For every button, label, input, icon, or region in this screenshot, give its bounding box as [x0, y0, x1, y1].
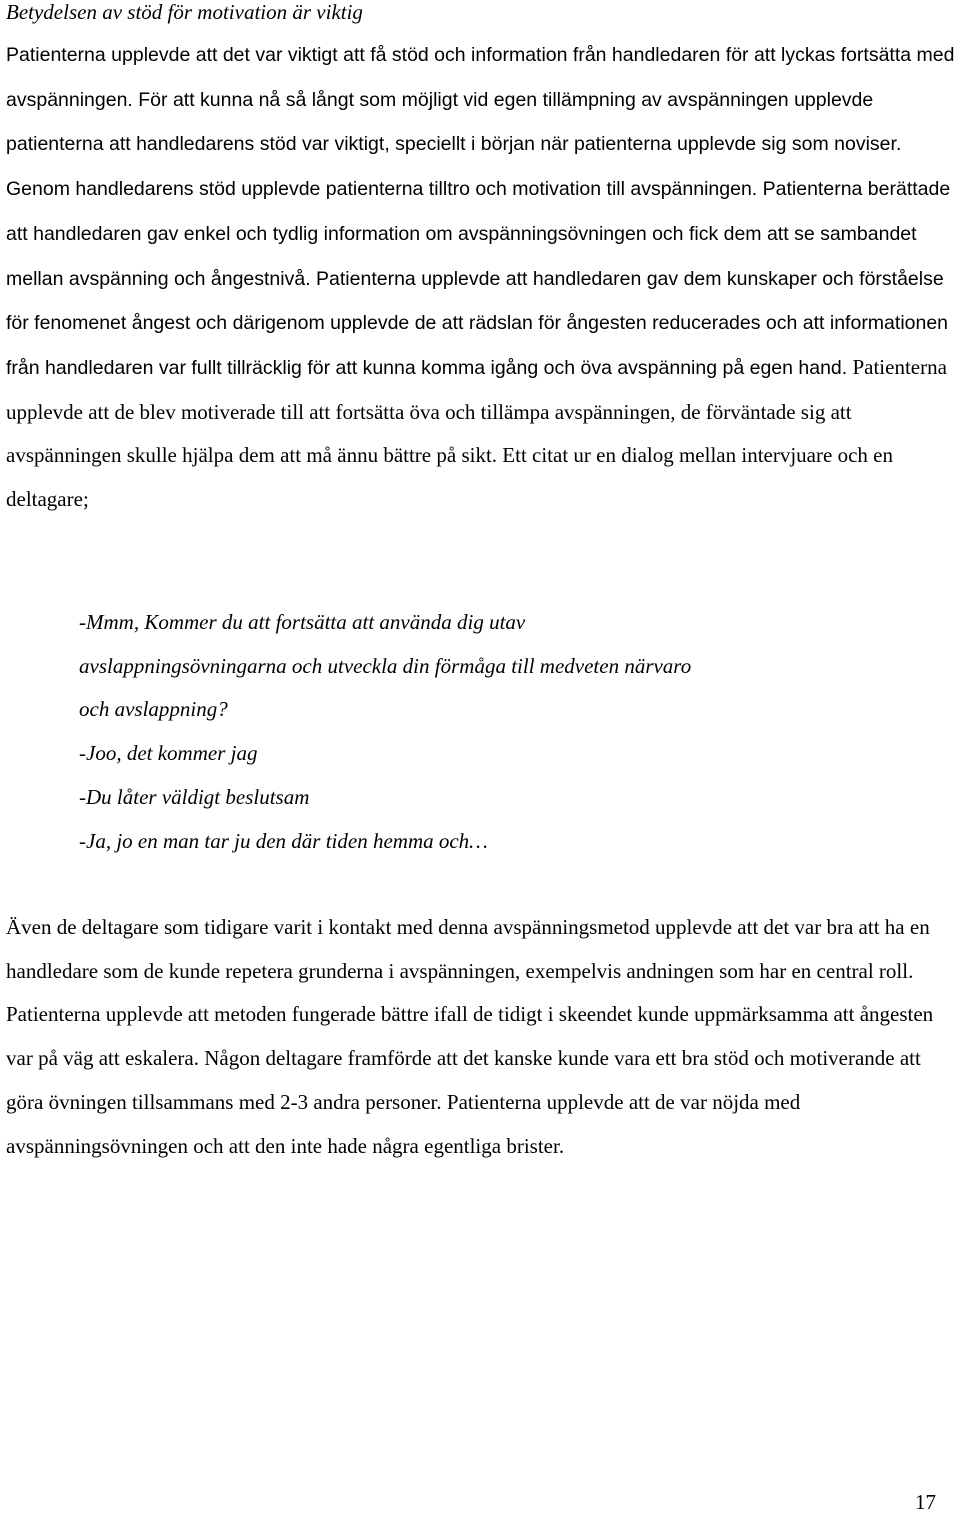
- quote-line: -Mmm, Kommer du att fortsätta att använda dig utav: [79, 610, 526, 634]
- body-paragraph-2: Även de deltagare som tidigare varit i kontakt med denna avspänningsmetod upplevde att det var bra att ha en handledare som de kunde repetera grunderna i avspänningen, exempelvis andningen som har en central roll. Patienterna upplevde att metoden fungerade bättre ifall de tidigt i skeendet kunde uppmärksamma att ångesten var på väg att eskalera. Någon deltagare framförde att det kanske kunde vara ett bra stöd och motiverande att göra övningen tillsammans med 2-3 andra personer. Patienterna upplevde att de var nöjda med avspänningsövningen och att den inte hade några egentliga brister.: [6, 915, 934, 1158]
- paragraph-1-serif-text: Patienterna upplevde att de blev motiverade till att fortsätta öva och tillämpa avspänningen, de förväntade sig att avspänningen skulle hjälpa dem att må ännu bättre på sikt. Ett citat ur en dialog mellan intervjuare och en deltagare;: [6, 354, 947, 512]
- quote-line: -Du låter väldigt beslutsam: [79, 784, 310, 809]
- dialogue-quote: [79, 601, 899, 863]
- section-heading: Betydelsen av stöd för motivation är viktig: [6, 0, 363, 24]
- quote-line: -Ja, jo en man tar ju den där tiden hemma och…: [79, 828, 488, 853]
- page-number: 17: [915, 1490, 936, 1514]
- paragraph-1-sans-text: Patienterna upplevde att det var viktigt att få stöd och information från handledaren för att lyckas fortsätta med avspänningen. För att kunna nå så långt som möjligt vid egen tillämpning av avspänningen upplevde patienterna att handledarens stöd var viktigt, speciellt i början när patienterna upplevde sig som noviser. Genom handledarens stöd upplevde patienterna tilltro och motivation till avspänningen. Patienterna berättade att handledaren gav enkel och tydlig information om avspänningsövningen och fick dem att se sambandet mellan avspänning och ångestnivå. Patienterna upplevde att handledaren gav dem kunskaper och förståelse för fenomenet ångest och därigenom upplevde de att rädslan för ångesten reducerades och att informationen från handledaren var fullt tillräcklig för att kunna komma igång och öva avspänning på egen hand.: [6, 44, 955, 379]
- quote-line: och avslappning?: [79, 697, 228, 722]
- body-paragraph-1: [6, 33, 956, 522]
- quote-line: -Joo, det kommer jag: [79, 741, 258, 766]
- quote-line: avslappningsövningarna och utveckla din förmåga till medveten närvaro: [79, 653, 692, 678]
